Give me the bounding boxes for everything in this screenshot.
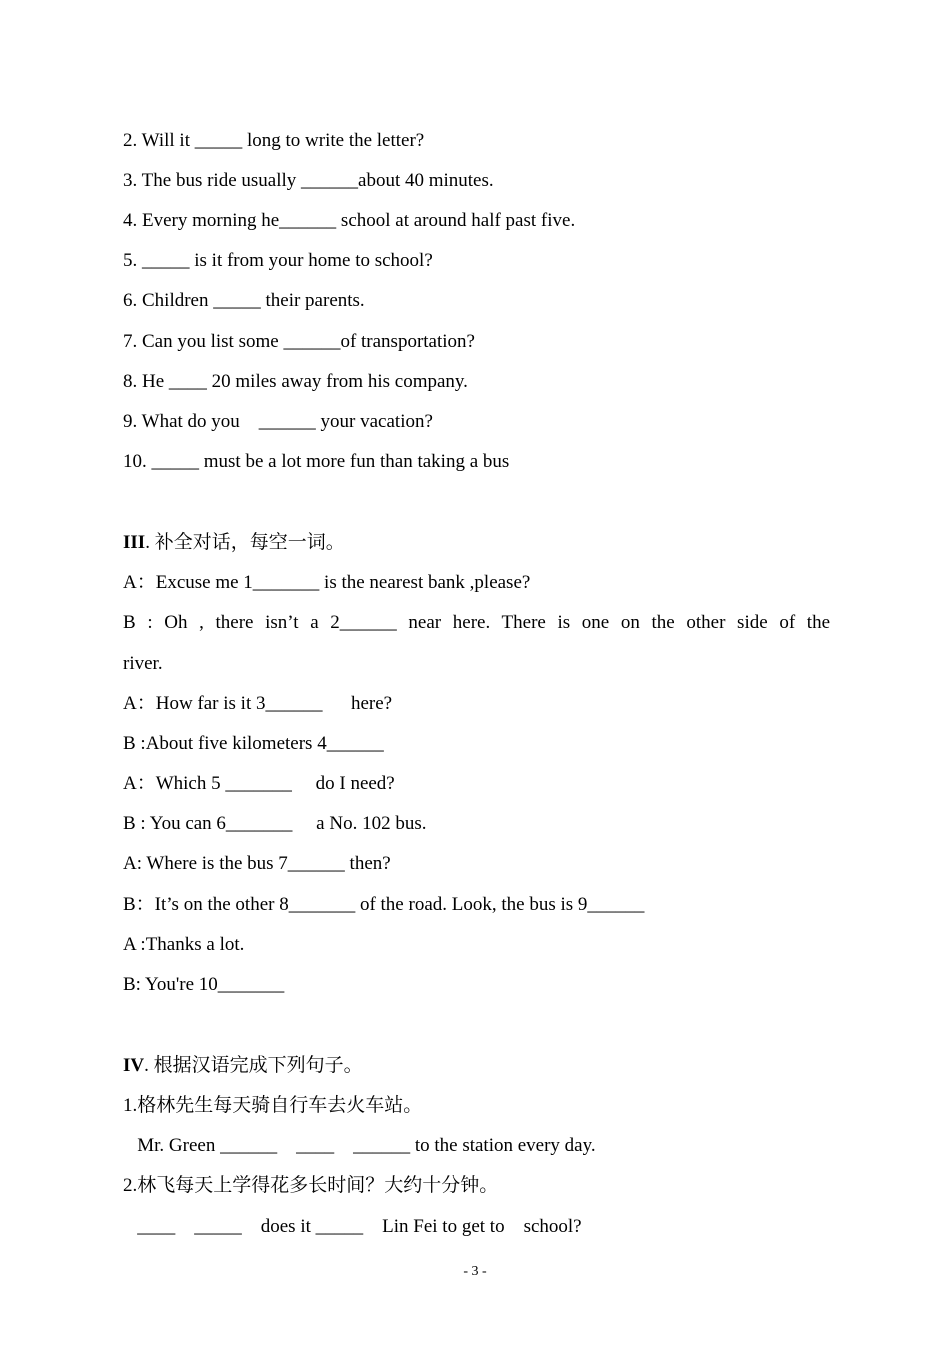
section-3-title: . 补全对话，每空一词。 [145,532,345,553]
translation-prompt-1: 1.格林先生每天骑自行车去火车站。 [123,1095,423,1116]
question-4: 4. Every morning he______ school at around half past five. [123,210,576,231]
dialogue-line-2: B : Oh , there isn’t a 2______ near here. There is one on the other side of the [123,612,830,633]
question-8: 8. He ____ 20 miles away from his company. [123,371,468,392]
section-3-number: III [123,532,146,553]
dialogue-line-11: B: You're 10_______ [123,974,285,995]
question-6: 6. Children _____ their parents. [123,290,365,311]
page-number: - 3 - [463,1264,487,1279]
dialogue-line-1: A：Excuse me 1_______ is the nearest bank ,please? [123,572,531,593]
translation-answer-1: Mr. Green ______ ____ ______ to the station every day. [123,1135,596,1156]
section-4-title: . 根据汉语完成下列句子。 [144,1055,363,1076]
question-3: 3. The bus ride usually ______about 40 minutes. [123,170,494,191]
section-4-number: IV [123,1055,145,1076]
question-10: 10. _____ must be a lot more fun than taking a bus [123,451,510,472]
translation-prompt-2: 2.林飞每天上学得花多长时间？大约十分钟。 [123,1175,499,1196]
question-9: 9. What do you ______ your vacation? [123,411,433,432]
question-2: 2. Will it _____ long to write the letter? [123,130,425,151]
dialogue-line-8: A: Where is the bus 7______ then? [123,853,391,874]
dialogue-line-3: river. [123,653,163,674]
dialogue-line-6: A：Which 5 _______ do I need? [123,773,395,794]
dialogue-line-5: B :About five kilometers 4______ [123,733,384,754]
dialogue-line-9: B：It’s on the other 8_______ of the road. Look, the bus is 9______ [123,894,645,915]
dialogue-line-10: A :Thanks a lot. [123,934,245,955]
question-7: 7. Can you list some ______of transportation? [123,331,475,352]
question-5: 5. _____ is it from your home to school? [123,250,433,271]
dialogue-line-7: B : You can 6_______ a No. 102 bus. [123,813,427,834]
dialogue-line-4: A：How far is it 3______ here? [123,693,393,714]
section-4-heading [123,1054,830,1078]
translation-answer-2: ____ _____ does it _____ Lin Fei to get to school? [123,1216,582,1237]
section-3-heading [123,531,830,555]
